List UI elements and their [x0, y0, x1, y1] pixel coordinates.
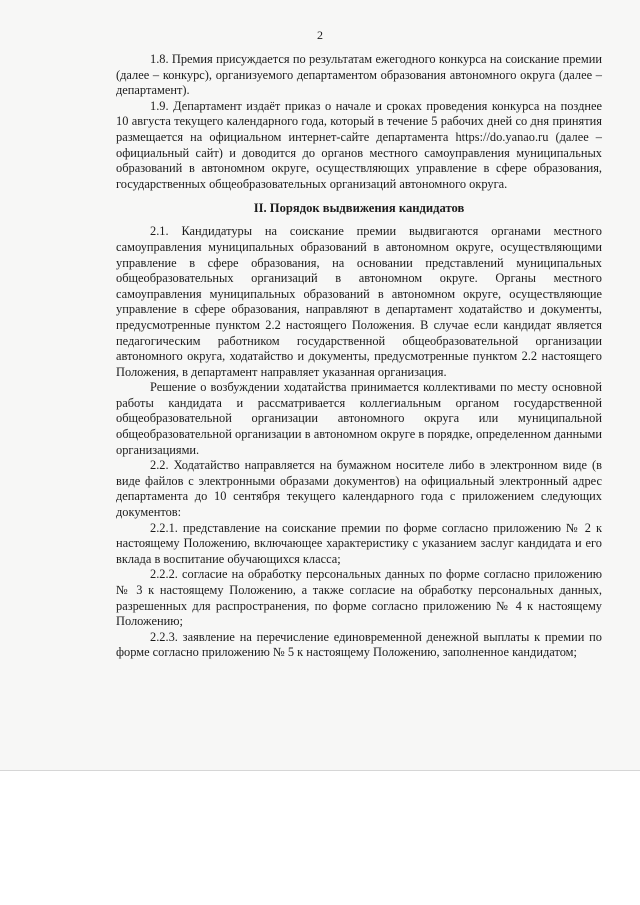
paragraph-2-1: 2.1. Кандидатуры на соискание премии выдвигаются органами местного самоуправления муниципальных образований в автономном округе, осуществляющими управление в сфере образования, на основании представлений муниципальных общеобразовательных организаций в автономном округе. Органы местного самоуправления муниципальных образований в автономном округе, осуществляющие управление в сфере образования, направляют в департамент ходатайство и документы, предусмотренные пунктом 2.2 настоящего Положения. В случае если кандидат является педагогическим работником государственной общеобразовательной организации автономного округа, ходатайство и документы, предусмотренные пунктом 2.2 настоящего Положения, в департамент направляет указанная организация. [116, 224, 602, 379]
section-heading: II. Порядок выдвижения кандидатов [253, 201, 465, 216]
paragraph-2-2: 2.2. Ходатайство направляется на бумажном носителе либо в электронном виде (в виде файлов с электронными образами документов) на официальный электронный адрес департамента до 10 сентября текущего календарного года с приложением следующих документов: [116, 458, 602, 520]
paragraph-1-8: 1.8. Премия присуждается по результатам ежегодного конкурса на соискание премии (далее – конкурс), организуемого департаментом образования автономного округа (далее – департамент). [116, 52, 602, 98]
paragraph-2-2-1: 2.2.1. представление на соискание премии по форме согласно приложению № 2 к настоящему Положению, включающее характеристику с указанием заслуг кандидата и его вклада в воспитание обучающихся класса; [116, 520, 602, 566]
paragraph-2-2-2: 2.2.2. согласие на обработку персональных данных по форме согласно приложению № 3 к настоящему Положению, а также согласие на обработку персональных данных, разрешенных для распространения, по форме согласно приложению № 4 к настоящему Положению; [116, 567, 602, 629]
page-number: 2 [317, 28, 323, 42]
paragraph-1-9: 1.9. Департамент издаёт приказ о начале и сроках проведения конкурса на позднее 10 августа текущего календарного года, который в течение 5 рабочих дней со дня принятия размещается на официальном интернет-сайте департамента https://do.yanao.ru (далее – официальный сайт) и доводится до органов местного самоуправления муниципальных образований в автономном округе, осуществляющих управление в сфере образования, государственных общеобразовательных организаций автономного округа. [116, 98, 602, 191]
paragraph-decision: Решение о возбуждении ходатайства принимается коллективами по месту основной работы кандидата и рассматривается коллегиальным органом государственной общеобразовательной организации автономного округа или муниципальной общеобразовательной организации в автономном округе в порядке, определенном данными организациями. [116, 380, 602, 457]
paragraph-2-2-3: 2.2.3. заявление на перечисление единовременной денежной выплаты к премии по форме согласно приложению № 5 к настоящему Положению, заполненное кандидатом; [116, 629, 602, 660]
page-body [116, 52, 602, 661]
